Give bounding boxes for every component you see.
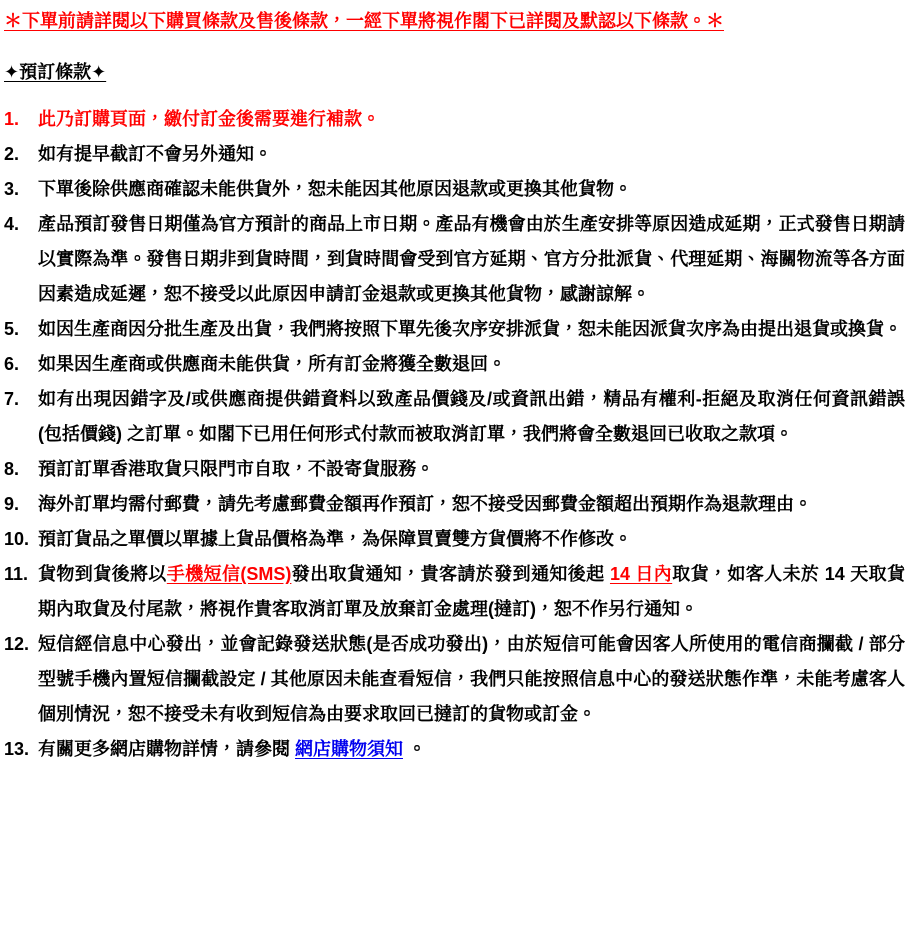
terms-item-12: [4, 627, 905, 732]
item-number: 11.: [4, 564, 29, 584]
section-header-preorder-terms: ✦預訂條款✦: [4, 62, 107, 82]
text-segment: 預訂訂單香港取貨只限門市自取，不設寄貨服務。: [38, 459, 434, 479]
item-number: 6.: [4, 354, 20, 374]
text-segment: 有關更多網店購物詳情，請參閱: [38, 739, 295, 759]
item-number: 13.: [4, 739, 30, 759]
emphasis-segment: 此乃訂購頁面，繳付訂金後需要進行補款。: [38, 109, 380, 129]
text-segment: 短信經信息中心發出，並會記錄發送狀態(是否成功發出)，由於短信可能會因客人所使用的電信商攔截 / 部分型號手機內置短信攔截設定 / 其他原因未能查看短信，我們只能按照信息中心的發送狀態作準，未能考慮客人個別情況，恕不接受未有收到短信為由要求取回已撻訂的貨物或訂金。: [38, 634, 905, 724]
item-text: [38, 347, 905, 382]
item-text: [38, 102, 905, 137]
item-text: [38, 312, 905, 347]
text-segment: 如果因生產商或供應商未能供貨，所有訂金將獲全數退回。: [38, 354, 506, 374]
item-number: 1.: [4, 109, 20, 129]
text-segment: 如因生產商因分批生產及出貨，我們將按照下單先後次序安排派貨，恕未能因派貨次序為由提出退貨或換貨。: [38, 319, 902, 339]
text-segment: 預訂貨品之單價以單據上貨品價格為準，為保障買賣雙方貨價將不作修改。: [38, 529, 632, 549]
terms-list: [4, 102, 905, 767]
item-text: [38, 487, 905, 522]
terms-item-8: [4, 452, 905, 487]
item-text: [38, 382, 905, 452]
item-number: 5.: [4, 319, 20, 339]
item-number: 8.: [4, 459, 20, 479]
terms-item-6: [4, 347, 905, 382]
text-segment: 如有提早截訂不會另外通知。: [38, 144, 272, 164]
item-text: [38, 522, 905, 557]
text-segment: 如有出現因錯字及/或供應商提供錯資料以致產品價錢及/或資訊出錯，精品有權利-拒絕及取消任何資訊錯誤(包括價錢) 之訂單。如閣下已用任何形式付款而被取消訂單，我們將會全數退回已收取之款項。: [38, 389, 905, 444]
terms-item-7: [4, 382, 905, 452]
item-text: [38, 172, 905, 207]
text-segment: 。: [403, 739, 427, 759]
item-number: 4.: [4, 214, 20, 234]
terms-item-9: [4, 487, 905, 522]
terms-item-10: [4, 522, 905, 557]
emphasis-segment: 14 日內: [609, 564, 673, 584]
item-text: [38, 627, 905, 732]
terms-item-1: [4, 102, 905, 137]
text-segment: 貨物到貨後將以: [38, 564, 167, 584]
terms-item-13: [4, 732, 905, 767]
item-number: 12.: [4, 634, 30, 654]
terms-item-11: [4, 557, 905, 627]
item-text: [38, 137, 905, 172]
text-segment: 發出取貨通知，貴客請於發到通知後起: [291, 564, 610, 584]
item-number: 10.: [4, 529, 30, 549]
text-segment: 取貨，如客人未於 14 天取貨期內取貨及付尾款，將視作貴客取消訂單及放棄訂金處理(撻訂)，恕不作另行通知。: [38, 564, 905, 619]
item-text: [38, 557, 905, 627]
item-text: [38, 207, 905, 312]
text-segment: 海外訂單均需付郵費，請先考慮郵費金額再作預訂，恕不接受因郵費金額超出預期作為退款理由。: [38, 494, 812, 514]
terms-item-4: [4, 207, 905, 312]
terms-item-2: [4, 137, 905, 172]
terms-item-5: [4, 312, 905, 347]
item-text: [38, 452, 905, 487]
shop-purchase-notice-link[interactable]: 網店購物須知: [295, 739, 403, 759]
terms-item-3: [4, 172, 905, 207]
item-number: 2.: [4, 144, 20, 164]
item-number: 3.: [4, 179, 20, 199]
page-title: ＊下單前請詳閱以下購買條款及售後條款，一經下單將視作閣下已詳閱及默認以下條款。＊: [4, 11, 724, 31]
item-number: 9.: [4, 494, 20, 514]
text-segment: 產品預訂發售日期僅為官方預計的商品上市日期。產品有機會由於生產安排等原因造成延期，正式發售日期請以實際為準。發售日期非到貨時間，到貨時間會受到官方延期、官方分批派貨、代理延期、海關物流等各方面因素造成延遲，恕不接受以此原因申請訂金退款或更換其他貨物，感謝諒解。: [38, 214, 905, 304]
emphasis-segment: 手機短信(SMS): [166, 564, 292, 584]
item-text: [38, 732, 905, 767]
item-number: 7.: [4, 389, 20, 409]
text-segment: 下單後除供應商確認未能供貨外，恕未能因其他原因退款或更換其他貨物。: [38, 179, 632, 199]
